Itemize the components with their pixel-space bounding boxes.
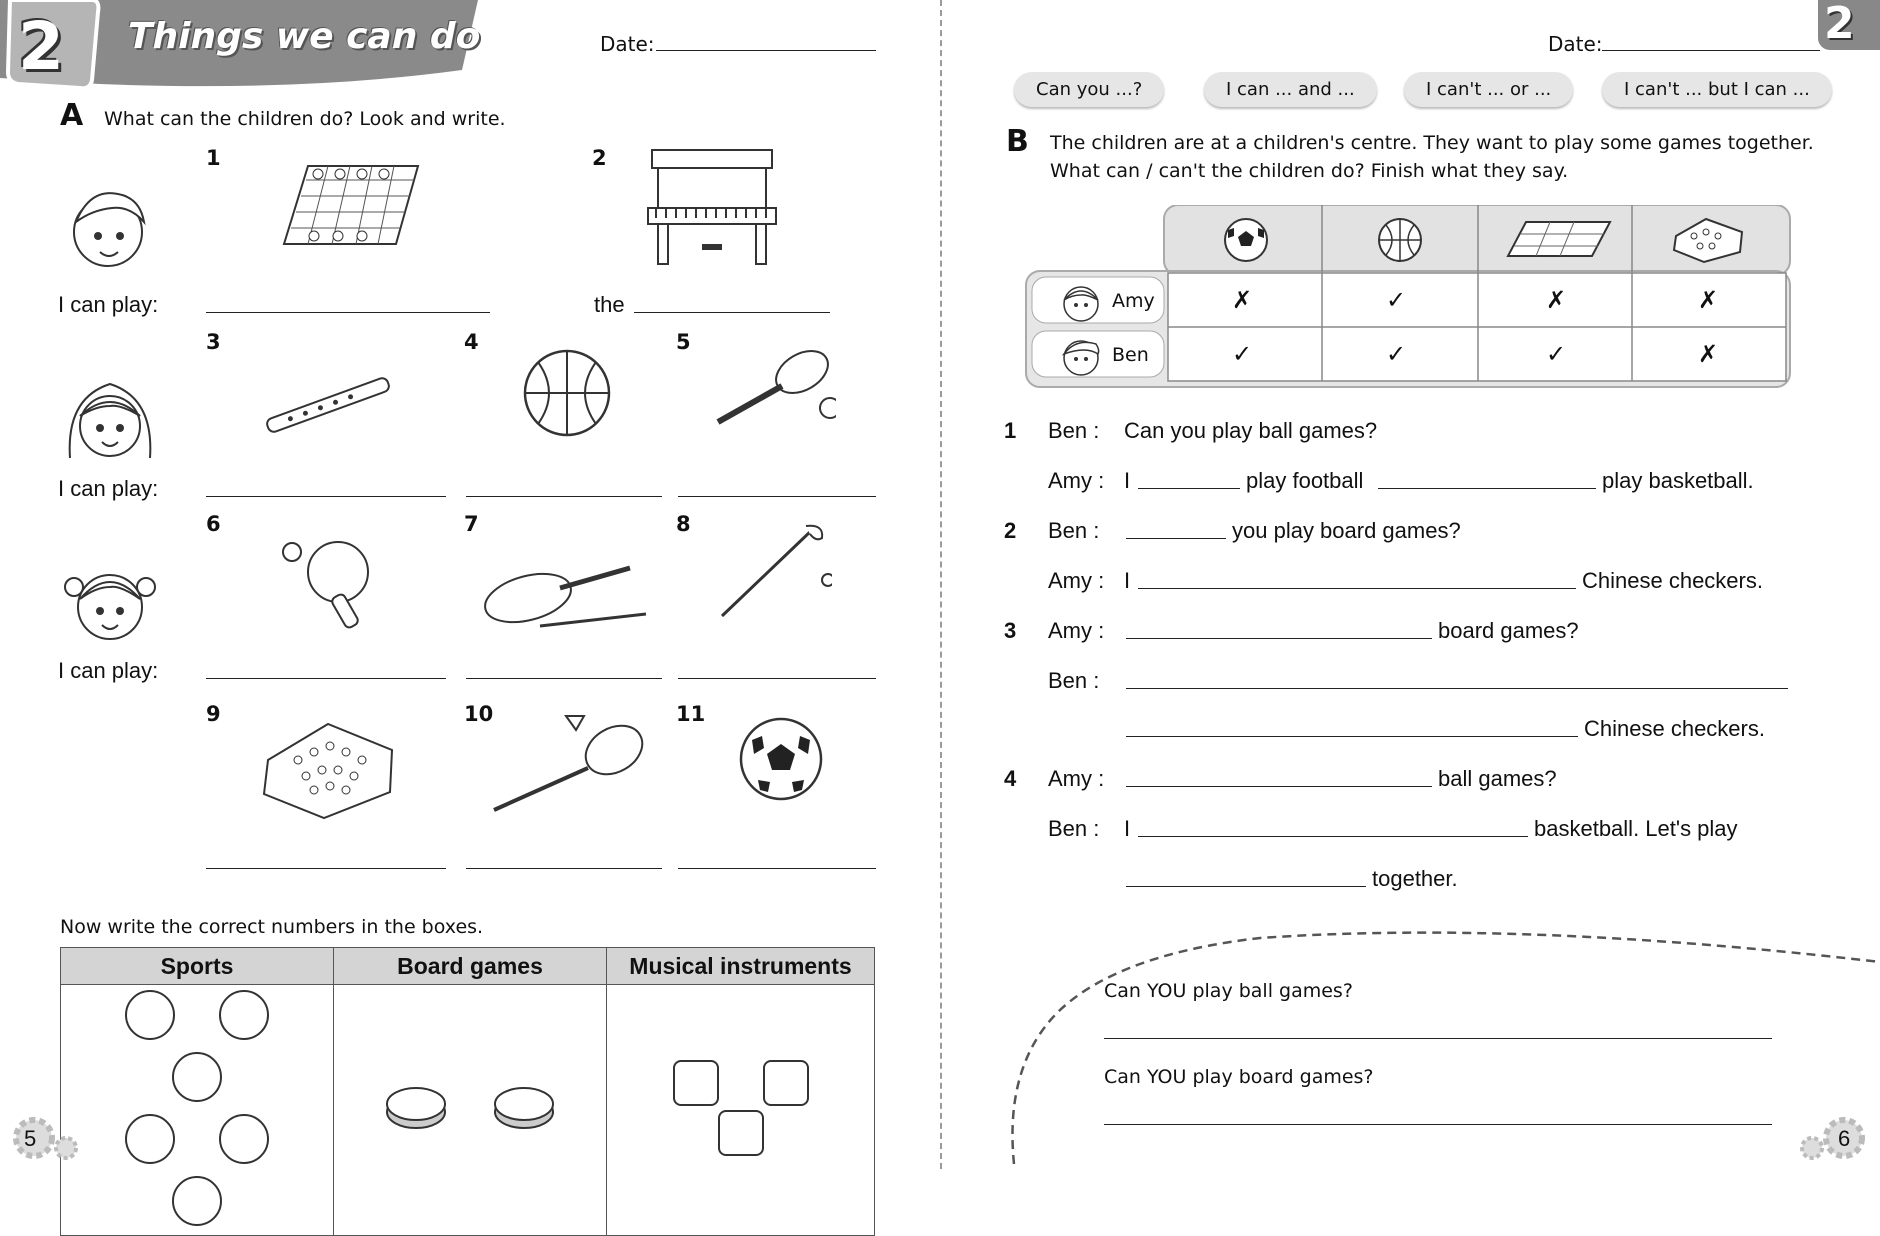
item-number-10: 10	[464, 702, 494, 726]
answer-line-11[interactable]	[678, 868, 876, 869]
q1-answer-pre: I	[1124, 468, 1131, 493]
q1-blank-2[interactable]	[1378, 488, 1596, 489]
item-number-1: 1	[206, 146, 221, 170]
answer-line-6[interactable]	[206, 678, 446, 679]
page-number-left: 5	[24, 1126, 37, 1151]
question-number-1: 1	[1004, 418, 1017, 443]
question-number-4: 4	[1004, 766, 1017, 791]
section-a-instruction: What can the children do? Look and write.	[104, 108, 506, 130]
q4-question-end: ball games?	[1438, 766, 1557, 791]
answer-circle[interactable]	[172, 1176, 222, 1226]
item-number-6: 6	[206, 512, 221, 536]
date-label-right: Date:	[1548, 32, 1603, 56]
instrument-boxes	[607, 985, 875, 1236]
phrase-pill-4: I can't ... but I can ...	[1602, 72, 1832, 107]
section-a-letter: A	[60, 98, 84, 133]
date-label: Date:	[600, 32, 655, 56]
phrase-pill-3: I can't ... or ...	[1404, 72, 1573, 107]
section-b-instruction-2: What can / can't the children do? Finish what they say.	[1050, 160, 1569, 182]
q4-blank-3[interactable]	[1126, 886, 1366, 887]
item-number-4: 4	[464, 330, 479, 354]
q1-question: Can you play ball games?	[1124, 418, 1378, 443]
mark-amy-football: ✗	[1232, 286, 1253, 314]
answer-disc[interactable]	[493, 1082, 555, 1134]
q3-speaker1: Amy :	[1048, 618, 1105, 643]
section-b-instruction-1: The children are at a children's centre. They want to play some games together.	[1050, 132, 1814, 154]
item-number-9: 9	[206, 702, 221, 726]
answer-line-7[interactable]	[466, 678, 662, 679]
board-game-boxes	[334, 985, 607, 1236]
q3-answer-end: Chinese checkers.	[1584, 716, 1765, 741]
grid-col-football-icon	[1222, 216, 1270, 264]
answer-line-3[interactable]	[206, 496, 446, 497]
answer-line-2[interactable]	[634, 312, 830, 313]
boxes-instruction: Now write the correct numbers in the boxes.	[60, 916, 484, 938]
q1-blank-1[interactable]	[1138, 488, 1240, 489]
answer-line-1[interactable]	[206, 312, 490, 313]
q1-speaker2: Amy :	[1048, 468, 1105, 493]
q3-question-end: board games?	[1438, 618, 1579, 643]
row3-label: I can play:	[58, 658, 159, 683]
answer-circle[interactable]	[219, 1114, 269, 1164]
q4-blank-1[interactable]	[1126, 786, 1432, 787]
q2-speaker2: Amy :	[1048, 568, 1105, 593]
answer-line-10[interactable]	[466, 868, 662, 869]
you-question-2: Can YOU play board games?	[1104, 1066, 1374, 1088]
grid-col-basketball-icon	[1376, 216, 1424, 264]
q4-speaker1: Amy :	[1048, 766, 1105, 791]
question-number-3: 3	[1004, 618, 1017, 643]
tennis-racket-icon	[706, 346, 836, 432]
answer-square[interactable]	[718, 1110, 764, 1156]
sports-boxes	[61, 985, 334, 1236]
answer-circle[interactable]	[125, 990, 175, 1040]
chinese-checkers-icon	[258, 720, 400, 820]
item-number-2: 2	[592, 146, 607, 170]
amy-face-icon	[1056, 280, 1106, 324]
answer-circle[interactable]	[125, 1114, 175, 1164]
you-answer-line-2[interactable]	[1104, 1124, 1772, 1125]
page-number-right: 6	[1838, 1126, 1851, 1151]
girl-face-icon	[60, 368, 160, 468]
category-musical-instruments: Musical instruments	[607, 948, 875, 985]
q2-answer-pre: I	[1124, 568, 1131, 593]
q2-speaker1: Ben :	[1048, 518, 1100, 543]
mark-ben-checkers: ✗	[1698, 340, 1719, 368]
gear-icon	[8, 1112, 78, 1162]
boy-face-icon	[60, 180, 156, 280]
date-field[interactable]	[656, 50, 876, 51]
mark-amy-checkers: ✗	[1698, 286, 1719, 314]
row2-label: I can play:	[58, 476, 159, 501]
q2-answer-end: Chinese checkers.	[1582, 568, 1763, 593]
page-divider	[940, 0, 942, 1169]
piano-icon	[642, 140, 782, 270]
left-page	[0, 0, 940, 1169]
q3-blank-2[interactable]	[1126, 688, 1788, 689]
recorder-icon	[258, 370, 398, 440]
girl-pigtails-face-icon	[60, 553, 160, 653]
violin-icon	[480, 552, 650, 636]
mark-ben-football: ✓	[1232, 340, 1253, 368]
item-number-3: 3	[206, 330, 221, 354]
ben-face-icon	[1056, 334, 1106, 378]
mark-amy-chess: ✗	[1546, 286, 1567, 314]
grid-col-chinese-checkers-icon	[1670, 216, 1746, 264]
item-number-11: 11	[676, 702, 706, 726]
q1-answer-mid: play football	[1246, 468, 1364, 493]
row1-label: I can play:	[58, 292, 159, 317]
grid-row-ben-label: Ben	[1112, 344, 1149, 366]
mark-ben-chess: ✓	[1546, 340, 1567, 368]
q1-answer-end: play basketball.	[1602, 468, 1754, 493]
table-tennis-icon	[280, 536, 380, 632]
gear-icon-right	[1800, 1112, 1870, 1162]
answer-line-8[interactable]	[678, 678, 876, 679]
answer-disc[interactable]	[385, 1082, 447, 1134]
q3-blank-3[interactable]	[1126, 736, 1578, 737]
item-number-5: 5	[676, 330, 691, 354]
you-question-1: Can YOU play ball games?	[1104, 980, 1353, 1002]
item-number-7: 7	[464, 512, 479, 536]
category-sports: Sports	[61, 948, 334, 985]
answer-circle[interactable]	[172, 1052, 222, 1102]
q2-question-end: you play board games?	[1232, 518, 1461, 543]
answer-line-4[interactable]	[466, 496, 662, 497]
badminton-icon	[484, 710, 654, 816]
page-title: Things we can do	[128, 16, 481, 57]
q2-blank-2[interactable]	[1138, 588, 1576, 589]
football-icon	[738, 716, 824, 802]
grid-col-chess-icon	[1506, 218, 1612, 260]
q4-answer-mid: basketball. Let's play	[1534, 816, 1738, 841]
mark-ben-basketball: ✓	[1386, 340, 1407, 368]
q2-blank-1[interactable]	[1126, 538, 1226, 539]
you-answer-line-1[interactable]	[1104, 1038, 1772, 1039]
item-number-8: 8	[676, 512, 691, 536]
phrase-pill-1: Can you ...?	[1014, 72, 1164, 107]
q4-answer-pre: I	[1124, 816, 1131, 841]
answer-line-5[interactable]	[678, 496, 876, 497]
q4-answer-end: together.	[1372, 866, 1458, 891]
answer-square[interactable]	[673, 1060, 719, 1106]
section-b-letter: B	[1006, 124, 1029, 159]
grid-row-amy-label: Amy	[1112, 290, 1155, 312]
q4-speaker2: Ben :	[1048, 816, 1100, 841]
category-board-games: Board games	[334, 948, 607, 985]
phrase-pill-2: I can ... and ...	[1204, 72, 1377, 107]
answer-circle[interactable]	[219, 990, 269, 1040]
q3-blank-1[interactable]	[1126, 638, 1432, 639]
mark-amy-basketball: ✓	[1386, 286, 1407, 314]
date-field-right[interactable]	[1602, 50, 1820, 51]
golf-club-icon	[712, 520, 832, 626]
unit-corner-number: 2	[1824, 0, 1855, 49]
q1-speaker1: Ben :	[1048, 418, 1100, 443]
q3-speaker2: Ben :	[1048, 668, 1100, 693]
q4-blank-2[interactable]	[1138, 836, 1528, 837]
answer-square[interactable]	[763, 1060, 809, 1106]
you-question-area	[1000, 924, 1880, 1169]
answer-line-9[interactable]	[206, 868, 446, 869]
chess-board-icon	[278, 160, 424, 250]
basketball-icon	[520, 346, 614, 440]
unit-number: 2	[18, 8, 64, 85]
question-number-2: 2	[1004, 518, 1017, 543]
the-label: the	[594, 292, 625, 317]
category-table	[60, 947, 875, 1236]
